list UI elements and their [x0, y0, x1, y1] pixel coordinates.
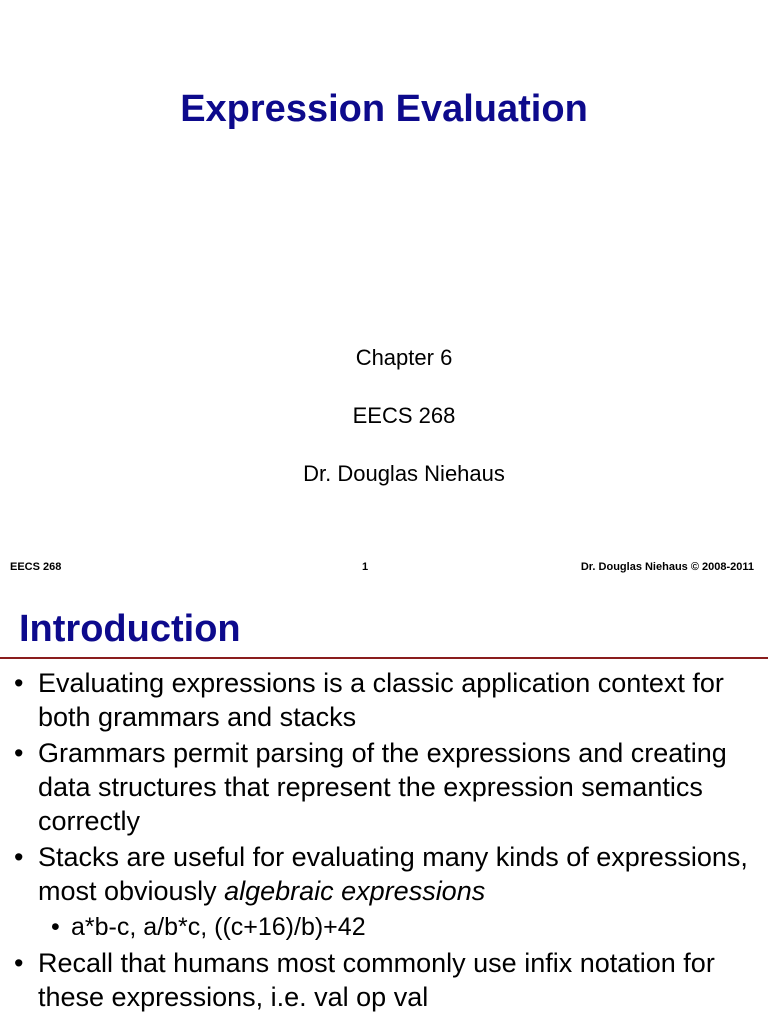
- footer-course: EECS 268: [10, 561, 62, 573]
- bullet-text: Stacks are useful for evaluating many kinds of expressions, most obviously: [38, 842, 748, 906]
- sub-bullet-item: • a*b-c, a/b*c, ((c+16)/b)+42: [14, 910, 754, 944]
- title-divider: [0, 657, 768, 659]
- intro-slide: [0, 592, 768, 1024]
- bullet-item: • Evaluating expressions is a classic application context for both grammars and stacks: [14, 666, 754, 734]
- slide-title: Expression Evaluation: [180, 88, 588, 130]
- bullet-item: • Grammars permit parsing of the expressions and creating data structures that represent the expression semantics correctly: [14, 736, 754, 838]
- bullet-list: [14, 666, 754, 1016]
- bullet-item: [14, 840, 754, 908]
- chapter-label: Chapter 6: [355, 345, 453, 370]
- course-label: EECS 268: [352, 403, 456, 428]
- footer-page-number: 1: [362, 561, 369, 573]
- author-label: Dr. Douglas Niehaus: [303, 461, 505, 486]
- footer-copyright: Dr. Douglas Niehaus © 2008-2011: [580, 561, 754, 573]
- bullet-item: • Recall that humans most commonly use infix notation for these expressions, i.e. val op val: [14, 946, 754, 1014]
- slide-title: Introduction: [19, 608, 241, 650]
- emphasis-text: algebraic expressions: [224, 876, 486, 906]
